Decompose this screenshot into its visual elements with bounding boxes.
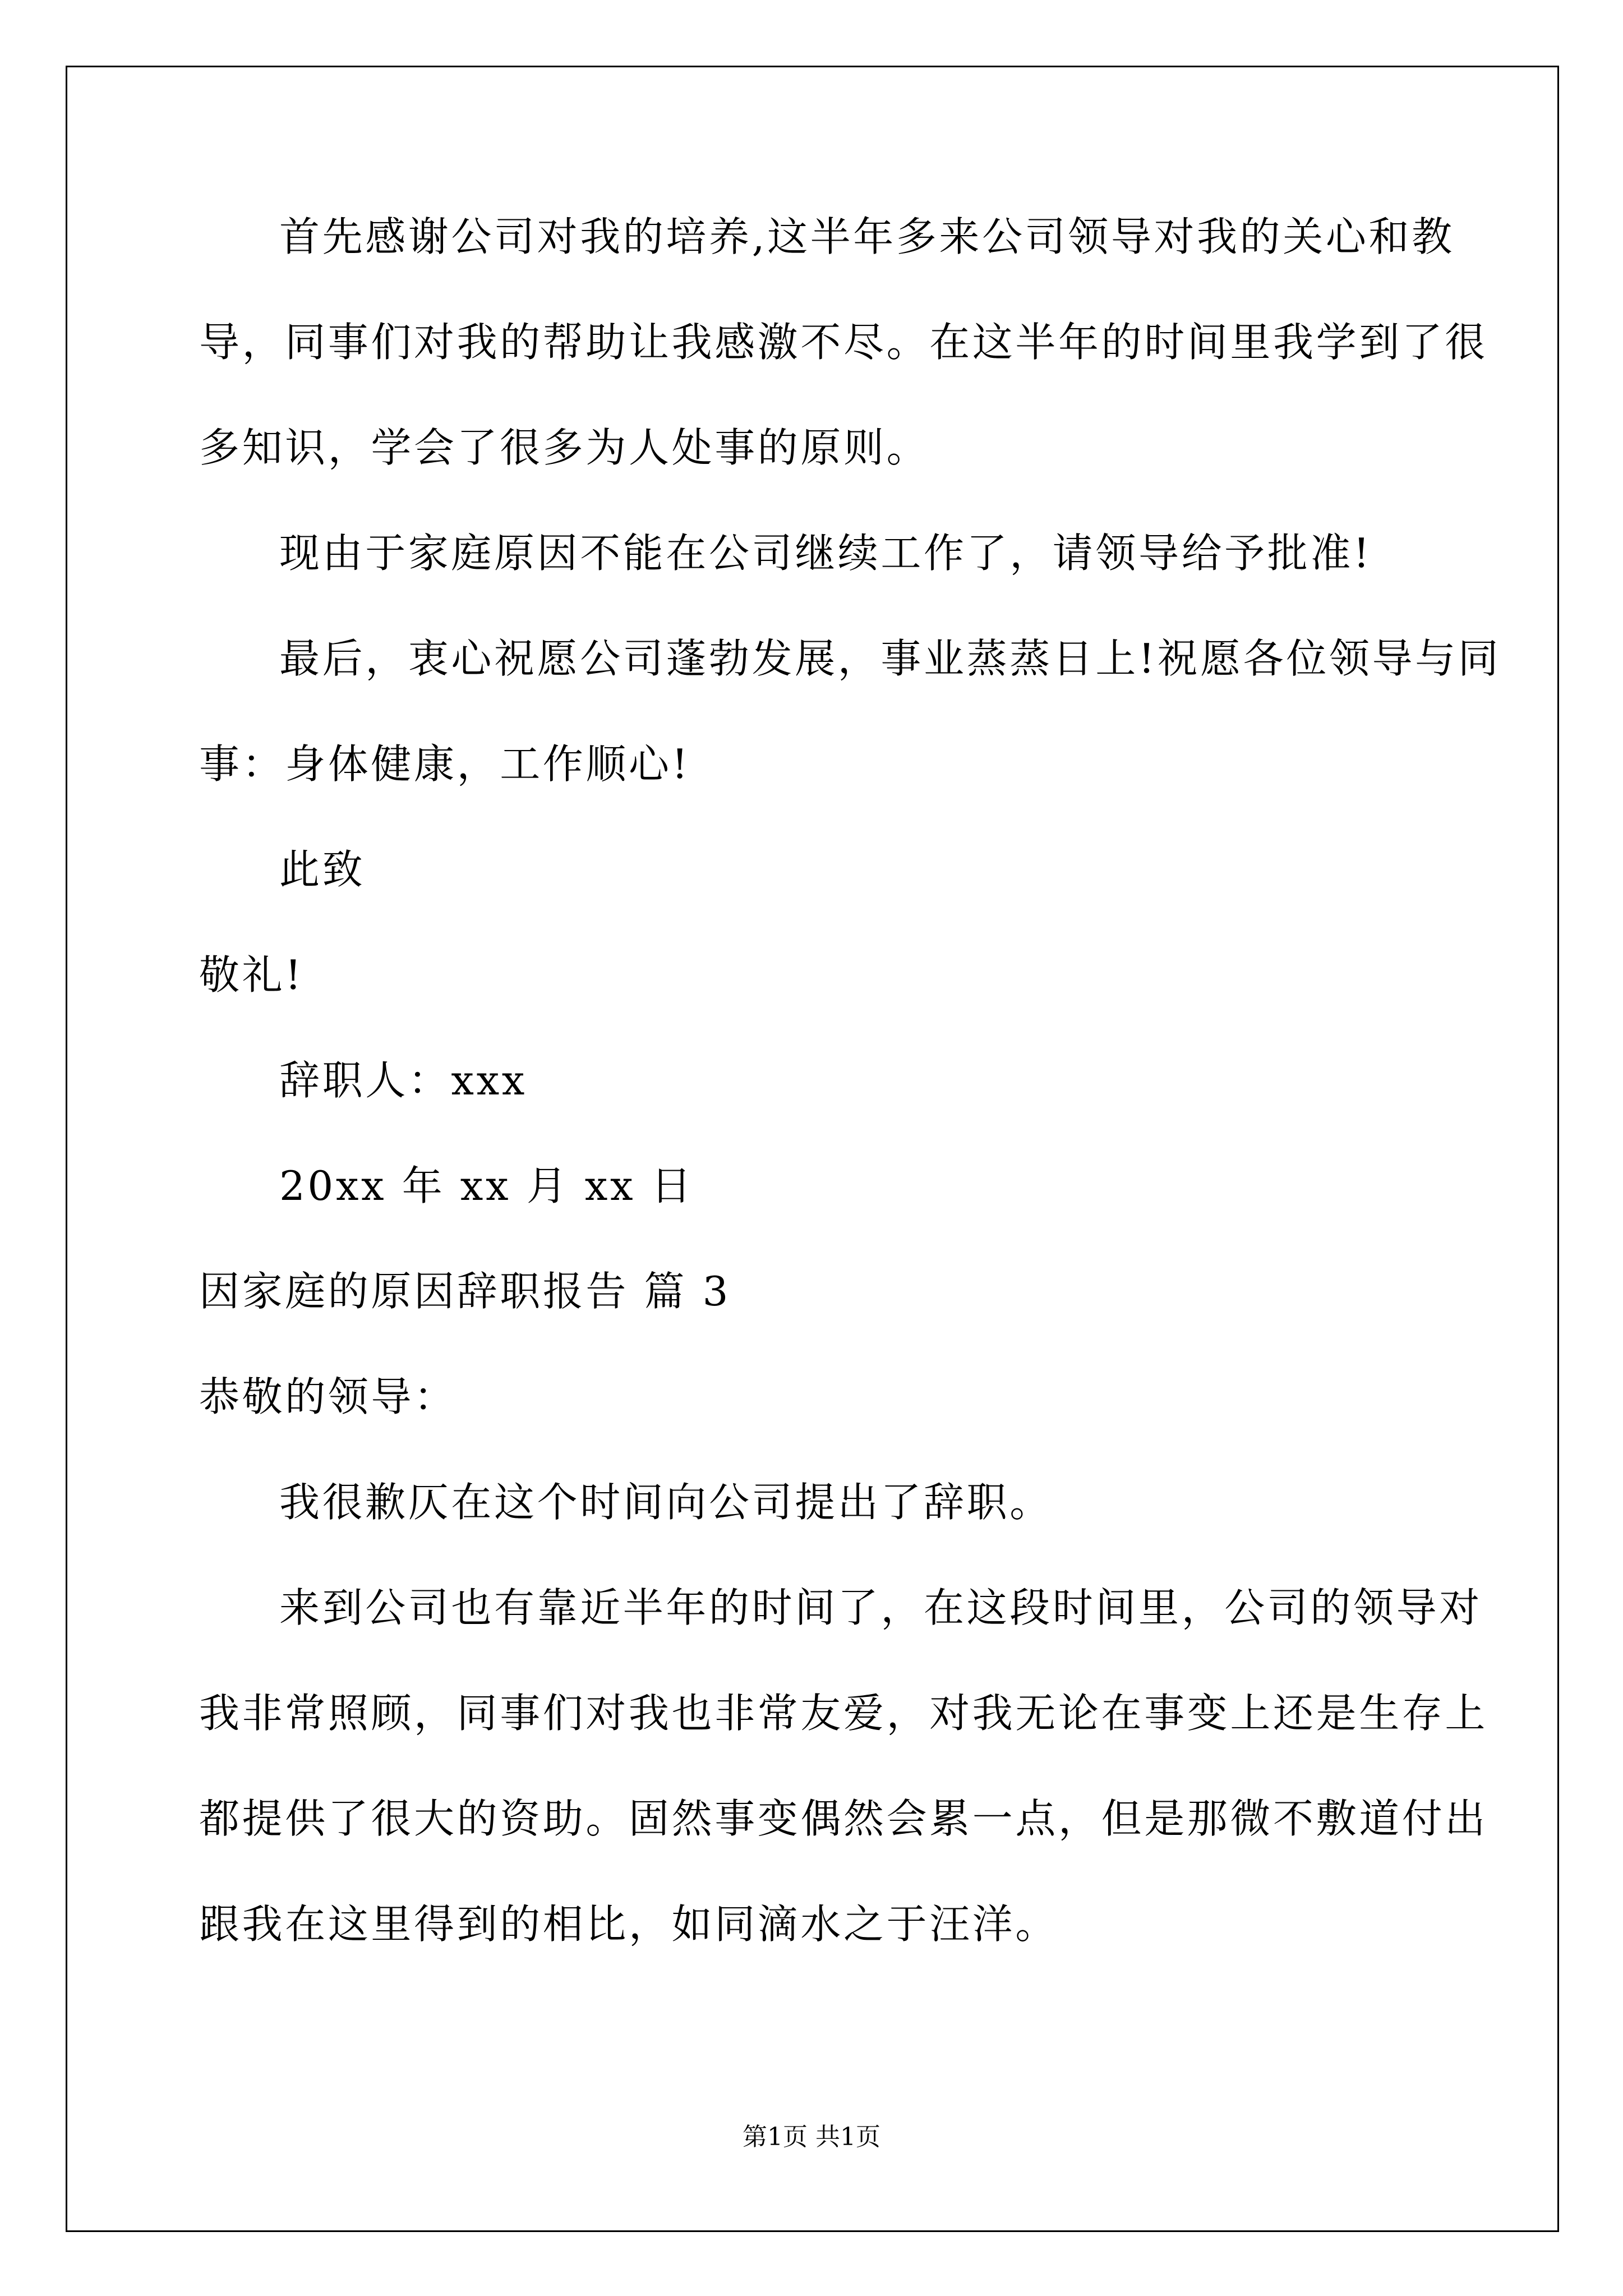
text-line: 我非常照顾，同事们对我也非常友爱，对我无论在事变上还是生存上: [199, 1690, 1488, 1737]
section-heading: 因家庭的原因辞职报告 篇 3: [199, 1268, 731, 1315]
text-line: 我很歉仄在这个时间向公司提出了辞职。: [279, 1479, 1053, 1526]
date-line: 20xx 年 xx 月 xx 日: [279, 1162, 694, 1209]
salutation: 敬礼!: [199, 951, 304, 999]
greeting: 恭敬的领导：: [199, 1373, 457, 1420]
text-line: 事：身体健康，工作顺心!: [199, 740, 691, 788]
text-line: 来到公司也有靠近半年的时间了，在这段时间里，公司的领导对: [279, 1584, 1482, 1631]
signature-line: 辞职人：xxx: [279, 1057, 528, 1104]
page-footer: 第1页 共1页: [743, 2123, 880, 2151]
text-line: 多知识，学会了很多为人处事的原则。: [199, 424, 930, 471]
text-line: 最后，衷心祝愿公司蓬勃发展，事业蒸蒸日上!祝愿各位领导与同: [279, 635, 1501, 682]
text-line: 跟我在这里得到的相比，如同滴水之于汪洋。: [199, 1901, 1059, 1948]
closing-phrase: 此致: [279, 846, 366, 893]
text-line: 首先感谢公司对我的培养,这半年多来公司领导对我的关心和教: [279, 213, 1455, 260]
text-line: 都提供了很大的资助。固然事变偶然会累一点，但是那微不敷道付出: [199, 1795, 1488, 1842]
text-line: 现由于家庭原因不能在公司继续工作了，请领导给予批准!: [279, 530, 1372, 577]
text-line: 导，同事们对我的帮助让我感激不尽。在这半年的时间里我学到了很: [199, 319, 1488, 366]
